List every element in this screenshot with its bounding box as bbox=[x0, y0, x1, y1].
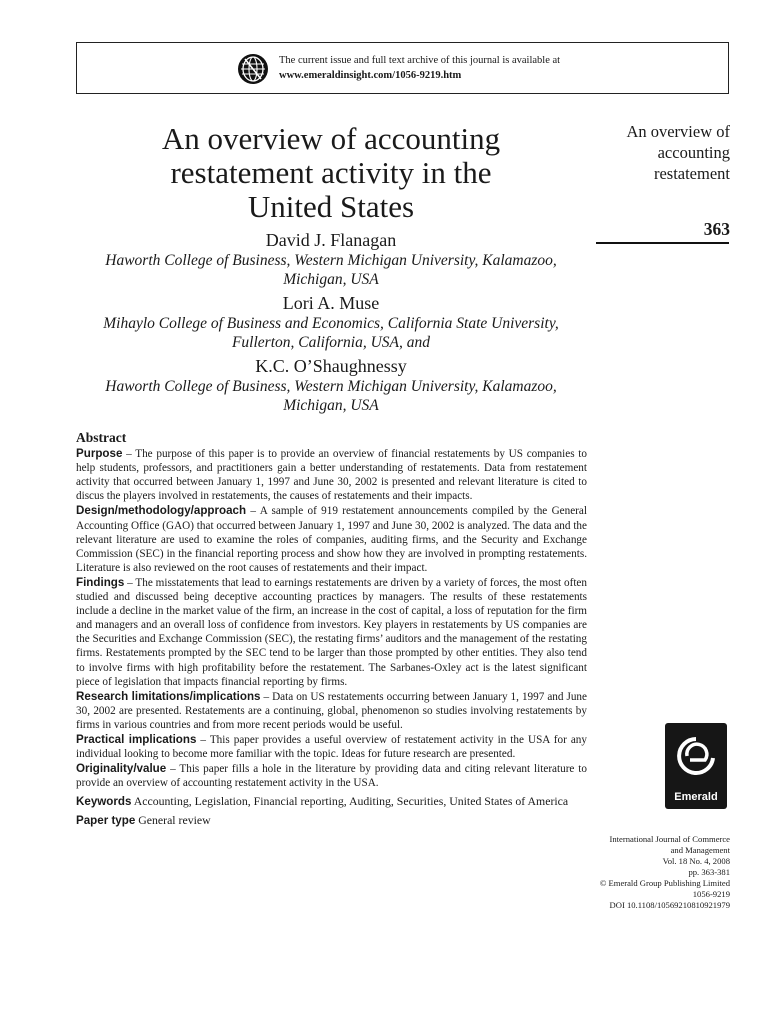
title-line-2: restatement activity in the bbox=[170, 155, 492, 190]
citation-line: and Management bbox=[670, 845, 730, 855]
citation-line: pp. 363-381 bbox=[688, 867, 730, 877]
emerald-logo bbox=[665, 723, 727, 809]
running-title-line: restatement bbox=[653, 164, 730, 183]
article-title bbox=[76, 122, 586, 224]
journal-access-banner bbox=[76, 42, 729, 94]
paper-type-text: General review bbox=[135, 813, 211, 828]
page-number: 363 bbox=[703, 219, 730, 239]
author-name: K.C. O’Shaughnessy bbox=[255, 356, 407, 376]
affiliation-line: Haworth College of Business, Western Michigan University, Kalamazoo, bbox=[105, 252, 557, 269]
citation-line: © Emerald Group Publishing Limited bbox=[599, 878, 730, 888]
keywords-label: Keywords bbox=[76, 795, 132, 809]
paper-type-label: Paper type bbox=[76, 814, 136, 828]
affiliation-line: Michigan, USA bbox=[283, 271, 379, 288]
section-label: Design/methodology/approach bbox=[76, 504, 247, 518]
title-line-1: An overview of accounting bbox=[161, 121, 501, 156]
section-label: Research limitations/implications bbox=[76, 689, 261, 703]
running-title bbox=[570, 121, 730, 184]
author-list bbox=[76, 229, 586, 418]
abstract-limitations bbox=[76, 690, 587, 732]
journal-citation bbox=[560, 834, 730, 911]
abstract-findings bbox=[76, 576, 587, 689]
keywords-text: Accounting, Legislation, Financial reporting, Auditing, Securities, United States of America bbox=[131, 794, 569, 809]
affiliation-line: Haworth College of Business, Western Michigan University, Kalamazoo, bbox=[105, 378, 557, 395]
abstract-practical bbox=[76, 733, 587, 761]
section-label: Originality/value bbox=[76, 762, 167, 776]
paper-type bbox=[76, 813, 587, 828]
affiliation-line: Mihaylo College of Business and Economics, California State University, bbox=[103, 315, 559, 332]
section-label: Findings bbox=[76, 575, 125, 589]
section-text: – Data on US restatements occurring between January 1, 1997 and June 30, 2002 are presented. Restatements are a continuing, global, phenomenon so studies involving restatements by firms in various countries and from more recent periods would be useful. bbox=[76, 690, 587, 731]
author-name: David J. Flanagan bbox=[265, 230, 397, 250]
section-label: Purpose bbox=[76, 447, 123, 461]
author-name: Lori A. Muse bbox=[282, 293, 380, 313]
abstract-purpose bbox=[76, 447, 587, 503]
running-title-line: An overview of bbox=[626, 122, 730, 141]
section-text: – The purpose of this paper is to provide an overview of financial restatements by US companies to help students, professors, and practitioners gain a better understanding of restatements. Data from restatement activity that occurred between January 1, 1997 and June 30, 2002 is presented and relevant literature is cited to discus the players involved in restatements, the causes of restatements and their impacts. bbox=[76, 448, 587, 503]
section-text: – A sample of 919 restatement announcements compiled by the General Accounting Office (GAO) that occurred between January 1, 1997 and June 30, 2002 is analyzed. The data and the relevant literature are used to examine the roles of companies, auditing firms, and the Security and Exchange Commission (SEC) in the financial reporting process and show how they are involved in prompting restatements. Literature is also reviewed on the root causes of restatements and their impact. bbox=[76, 505, 587, 574]
affiliation-line: Michigan, USA bbox=[283, 397, 379, 414]
abstract-originality bbox=[76, 762, 587, 790]
emerald-logo-icon bbox=[665, 727, 727, 789]
abstract-heading: Abstract bbox=[76, 430, 127, 445]
citation-line: 1056-9219 bbox=[692, 889, 730, 899]
abstract-design bbox=[76, 504, 587, 574]
section-text: – This paper fills a hole in the literature by providing data and citing relevant literature to provide an overview of accounting restatement activity in the USA. bbox=[76, 763, 587, 790]
section-text: – The misstatements that lead to earnings restatements are driven by a variety of forces, the most often studied and discussed being deceptive accounting practices by managers. The results of these restatements include a decline in the market value of the firm, an increase in the cost of capital, a loss of reputation for the firm and managers and an overall loss of confidence from investors. Key players in restatements by US companies are the Securities and Exchange Commission (SEC), the restating firms’ auditors and the management of the restating firms. Restatements prompted by the SEC tend to be larger than those prompted by other entities. They also tend to involve firms with high profitability before the restatement. The Sarbanes-Oxley act is the latest significant piece of legislation that impacts financial reporting by firms. bbox=[76, 576, 587, 688]
author-affiliation bbox=[76, 251, 586, 289]
author-affiliation bbox=[76, 377, 586, 415]
affiliation-line: Fullerton, California, USA, and bbox=[231, 334, 431, 351]
keywords bbox=[76, 794, 587, 809]
section-label: Practical implications bbox=[76, 732, 197, 746]
abstract-section bbox=[76, 431, 587, 830]
globe-icon bbox=[237, 53, 269, 85]
journal-url-link[interactable]: www.emeraldinsight.com/1056-9219.htm bbox=[279, 70, 462, 81]
section-text: – This paper provides a useful overview of restatement activity in the USA for any individual looking to become more familiar with the topic. Ideas for future research are presented. bbox=[76, 733, 587, 761]
banner-line: The current issue and full text archive of this journal is available at bbox=[279, 55, 561, 66]
title-line-3: United States bbox=[247, 189, 415, 224]
citation-line: DOI 10.1108/10569210810921979 bbox=[609, 900, 730, 910]
logo-wordmark: Emerald bbox=[674, 791, 718, 803]
sidebar-divider bbox=[596, 242, 729, 244]
running-title-line: accounting bbox=[657, 143, 730, 162]
banner-text bbox=[279, 53, 560, 83]
citation-line: International Journal of Commerce bbox=[609, 834, 730, 844]
citation-line: Vol. 18 No. 4, 2008 bbox=[662, 856, 730, 866]
author-affiliation bbox=[76, 314, 586, 352]
